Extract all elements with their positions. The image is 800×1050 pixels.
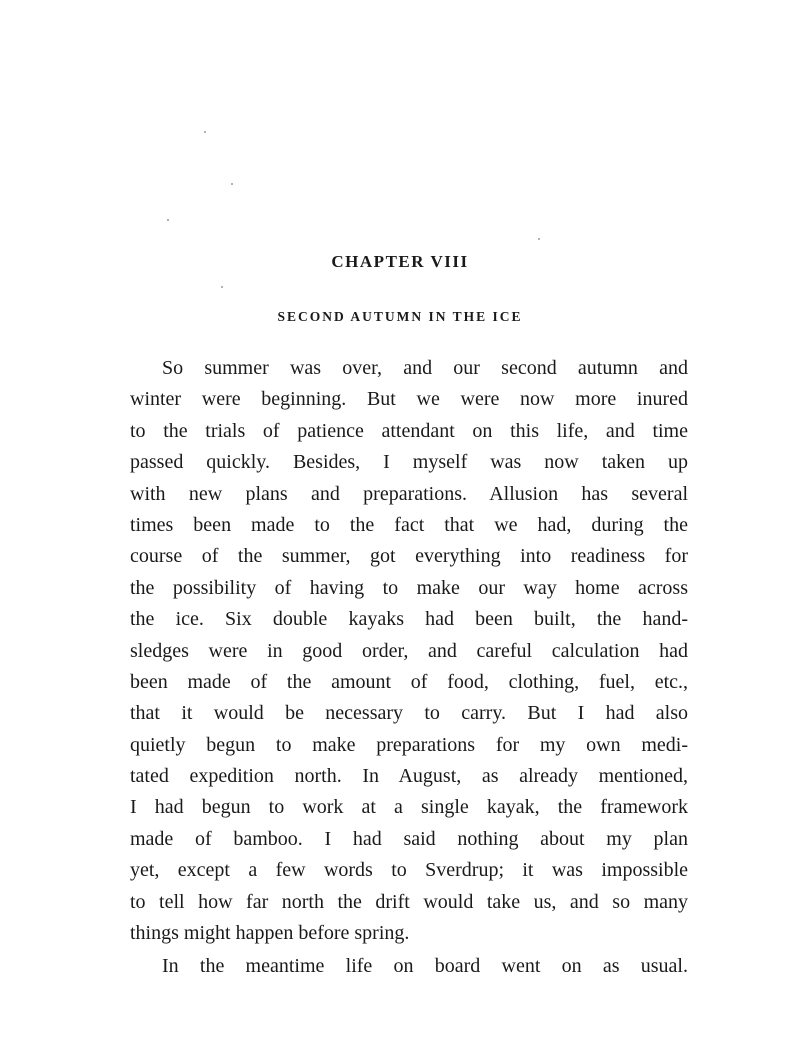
paper-speck (221, 286, 223, 288)
text-line: passed quickly. Besides, I myself was now taken up (130, 451, 688, 474)
paragraph (130, 951, 688, 982)
paper-speck (167, 219, 169, 221)
text-line: quietly begun to make preparations for my own medi- (130, 733, 688, 756)
text-line: the possibility of having to make our way home across (130, 576, 688, 599)
text-line: yet, except a few words to Sverdrup; it was impossible (130, 859, 688, 882)
text-line: So summer was over, and our second autumn and (162, 357, 688, 379)
text-line: to the trials of patience attendant on this life, and time (130, 419, 688, 442)
chapter-title: CHAPTER VIII (331, 252, 469, 271)
text-line: with new plans and preparations. Allusion has several (130, 482, 688, 505)
text-line: I had begun to work at a single kayak, the framework (130, 796, 688, 819)
paper-speck (231, 183, 233, 185)
text-line: things might happen before spring. (130, 922, 410, 945)
text-line: In the meantime life on board went on as usual. (162, 955, 688, 978)
text-line: made of bamboo. I had said nothing about my plan (130, 827, 688, 850)
chapter-body (130, 353, 688, 983)
text-line: winter were beginning. But we were now more inured (130, 388, 688, 411)
text-line: tated expedition north. In August, as already mentioned, (130, 765, 688, 788)
text-line: the ice. Six double kayaks had been built, the hand- (130, 608, 688, 631)
text-line: sledges were in good order, and careful calculation had (130, 639, 688, 662)
chapter-subtitle: SECOND AUTUMN IN THE ICE (277, 309, 523, 324)
text-line: been made of the amount of food, clothing, fuel, etc., (130, 670, 688, 693)
text-line: course of the summer, got everything into readiness for (130, 545, 688, 568)
paragraph (130, 353, 688, 949)
paper-speck (538, 238, 540, 240)
text-line: times been made to the fact that we had, during the (130, 513, 688, 536)
text-line: to tell how far north the drift would take us, and so many (130, 890, 688, 913)
paper-speck (204, 131, 206, 133)
text-line: that it would be necessary to carry. But I had also (130, 702, 688, 725)
